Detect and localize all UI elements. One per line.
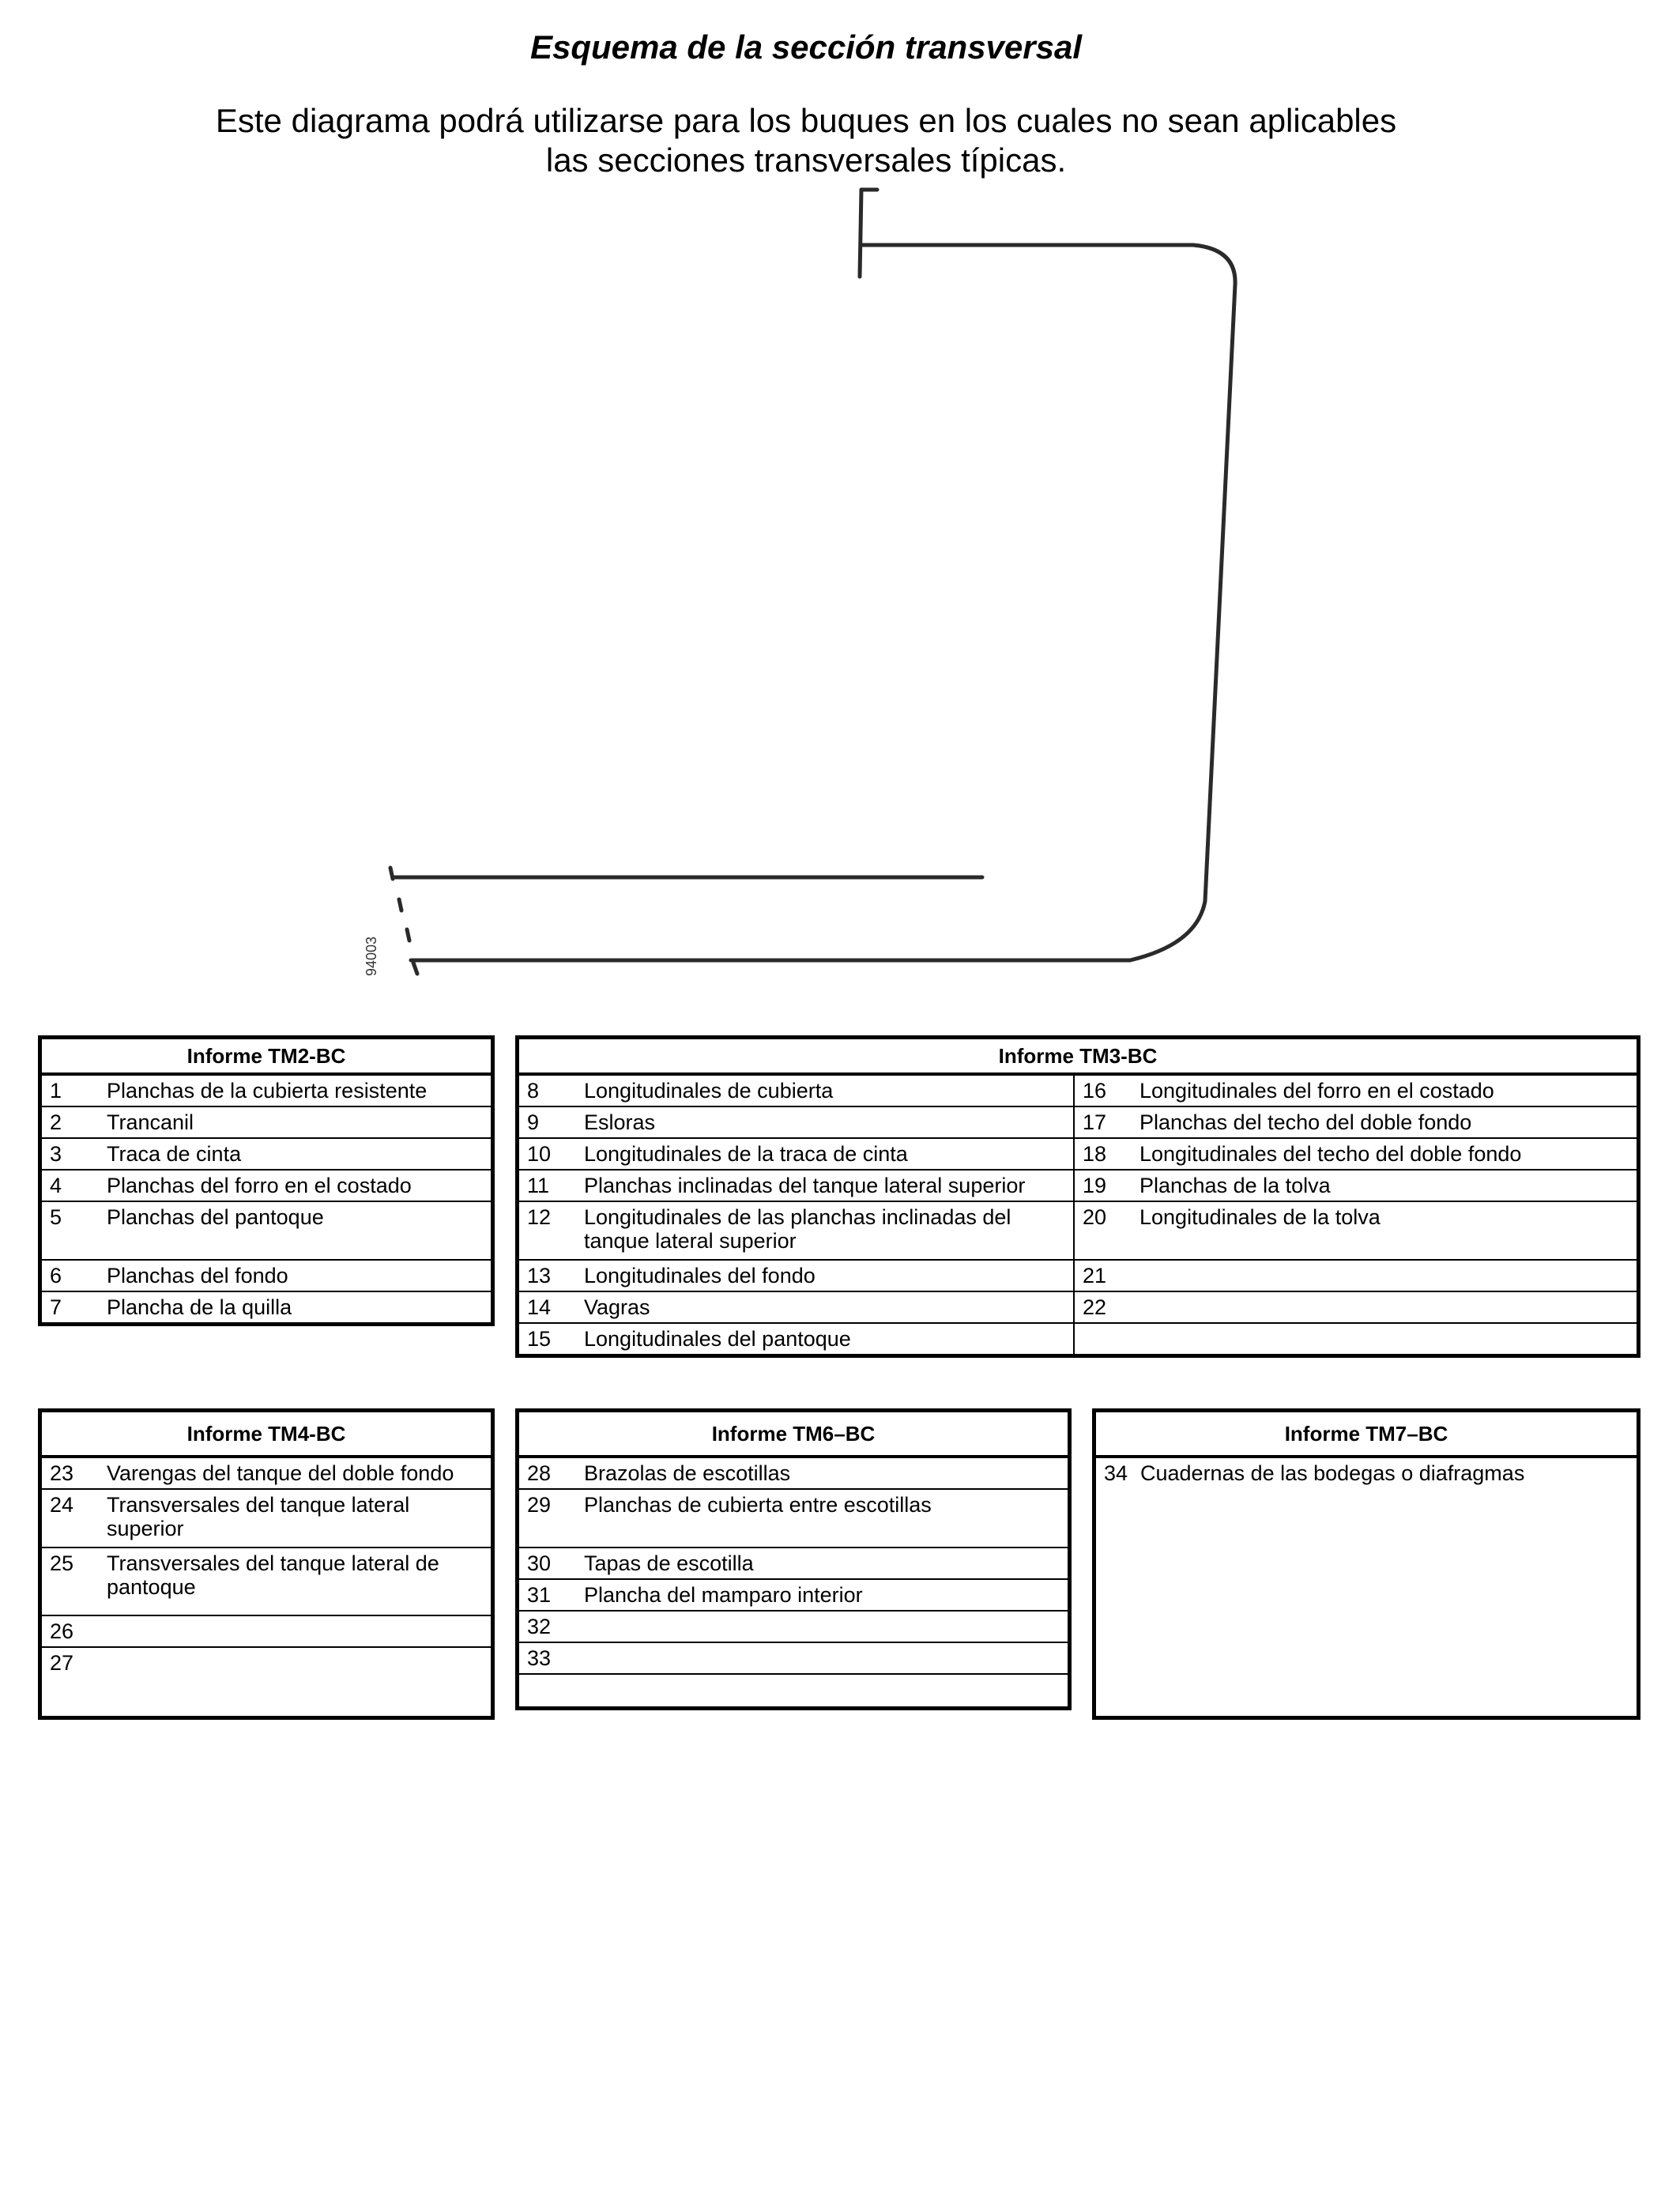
subtitle-line-1: Este diagrama podrá utilizarse para los buques en los cuales no sean aplicables	[215, 102, 1397, 139]
tm3-row-number: 17	[1083, 1110, 1107, 1134]
tm2-row-number: 2	[50, 1110, 62, 1134]
tm4-header: Informe TM4-BC	[42, 1412, 491, 1457]
centerline-dash-1	[399, 899, 401, 910]
tm2-row-number: 7	[50, 1295, 62, 1319]
tm4-row-text	[107, 1651, 484, 1675]
tm3-row-number: 12	[527, 1205, 552, 1229]
tm3-row-text: Vagras	[584, 1295, 650, 1319]
tm2-row-text: Plancha de la quilla	[107, 1295, 292, 1319]
tm3-row-number: 20	[1083, 1205, 1107, 1229]
page-title: Esquema de la sección transversal	[529, 28, 1083, 66]
tm2-row-text: Trancanil	[107, 1110, 194, 1134]
tm4-row-number: 24	[50, 1493, 74, 1517]
tm7-row-number: 34	[1104, 1461, 1128, 1485]
tm6-row-text: Brazolas de escotillas	[584, 1461, 791, 1485]
tm3-row-number: 8	[527, 1079, 540, 1103]
tm3-header: Informe TM3-BC	[519, 1039, 1637, 1074]
tm4-row-number: 25	[50, 1551, 74, 1575]
tm6-table	[515, 1408, 1072, 1710]
tm3-row-text: Longitudinales del pantoque	[584, 1327, 851, 1351]
tm3-row-text: Planchas de la tolva	[1139, 1174, 1331, 1197]
hull-outline-line	[419, 245, 1235, 960]
tm6-row-text: Planchas de cubierta entre escotillas	[584, 1493, 932, 1517]
subtitle-line-2: las secciones transversales típicas.	[545, 141, 1067, 179]
tm6-row-text	[584, 1646, 1061, 1670]
tm6-row-number: 29	[527, 1493, 552, 1517]
tm2-row-number: 3	[50, 1142, 62, 1166]
tm3-row-text: Longitudinales de cubierta	[584, 1079, 834, 1103]
deck-flange-line	[860, 190, 861, 277]
tm6-row-number: 32	[527, 1615, 552, 1638]
tm2-row-text: Planchas de la cubierta resistente	[107, 1079, 428, 1103]
tm3-row-number: 18	[1083, 1142, 1107, 1166]
tm7-row-text: Cuadernas de las bodegas o diafragmas	[1140, 1461, 1525, 1485]
tm3-row-text: Longitudinales del techo del doble fondo	[1139, 1142, 1522, 1166]
tm3-row-text: Longitudinales de la traca de cinta	[584, 1142, 908, 1166]
centerline-dash-2	[407, 929, 409, 941]
tm4-table	[38, 1408, 495, 1720]
tm3-row-text: Planchas inclinadas del tanque lateral superior	[584, 1174, 1026, 1197]
tm3-row-number: 21	[1083, 1264, 1107, 1287]
tm3-table	[515, 1035, 1640, 1358]
tm3-row-text	[1139, 1295, 1630, 1319]
tm3-row-number: 16	[1083, 1079, 1107, 1103]
tm2-row-number: 6	[50, 1264, 62, 1287]
tm3-row-text: Longitudinales de la tolva	[1139, 1205, 1381, 1229]
tm3-row-number: 14	[527, 1295, 552, 1319]
tm3-row-text: Esloras	[584, 1110, 656, 1134]
bottom-end-tick	[413, 963, 417, 974]
tm6-row-text	[584, 1615, 1061, 1638]
tm2-row-text: Planchas del forro en el costado	[107, 1174, 412, 1197]
inner-bottom-end-tick	[390, 868, 393, 879]
tm2-row-text: Planchas del fondo	[107, 1264, 288, 1287]
tm2-row-number: 4	[50, 1174, 62, 1197]
tm2-row-text: Planchas del pantoque	[107, 1205, 324, 1229]
tm3-row-number: 19	[1083, 1174, 1107, 1197]
tm4-row-text	[107, 1619, 484, 1643]
tm7-header: Informe TM7–BC	[1096, 1412, 1637, 1457]
tm2-row-text: Traca de cinta	[107, 1142, 242, 1166]
tm3-row-number: 22	[1083, 1295, 1107, 1319]
tm3-row-text: Planchas del techo del doble fondo	[1139, 1110, 1472, 1134]
tm2-row-number: 5	[50, 1205, 62, 1229]
tm6-row-number: 33	[527, 1646, 552, 1670]
tm4-row-number: 26	[50, 1619, 74, 1643]
tm4-row-number: 23	[50, 1461, 74, 1485]
tm6-row-number: 28	[527, 1461, 552, 1485]
cross-section-diagram	[0, 0, 1680, 1012]
tm3-row-text	[1139, 1264, 1630, 1287]
tm4-row-text: Varengas del tanque del doble fondo	[107, 1461, 454, 1485]
tm3-row-text: Longitudinales del forro en el costado	[1139, 1079, 1494, 1103]
tm4-row-text: Transversales del tanque lateral superior	[107, 1493, 410, 1540]
diagram-ref-code: 94003	[363, 936, 379, 976]
tm3-row-number: 9	[527, 1110, 540, 1134]
tm3-row-number: 11	[527, 1174, 550, 1197]
tm4-row-text: Transversales del tanque lateral de pantoque	[107, 1551, 439, 1599]
tm3-row-text: Longitudinales del fondo	[584, 1264, 816, 1287]
tm6-row-text: Tapas de escotilla	[584, 1551, 754, 1575]
tm4-row-number: 27	[50, 1651, 74, 1675]
tm2-row-number: 1	[50, 1079, 62, 1103]
tm7-table	[1092, 1408, 1640, 1720]
tm3-row-text: Longitudinales de las planchas inclinadas del tanque lateral superior	[584, 1205, 1011, 1253]
tm3-row-number: 13	[527, 1264, 552, 1287]
tm6-row-text: Plancha del mamparo interior	[584, 1583, 863, 1607]
tm2-header: Informe TM2-BC	[42, 1039, 491, 1074]
tm3-row-number: 15	[527, 1327, 552, 1351]
tm6-header: Informe TM6–BC	[519, 1412, 1068, 1457]
tm6-row-number: 30	[527, 1551, 552, 1575]
tm2-table	[38, 1035, 495, 1326]
tm3-row-number: 10	[527, 1142, 552, 1166]
tm6-row-number: 31	[527, 1583, 552, 1607]
